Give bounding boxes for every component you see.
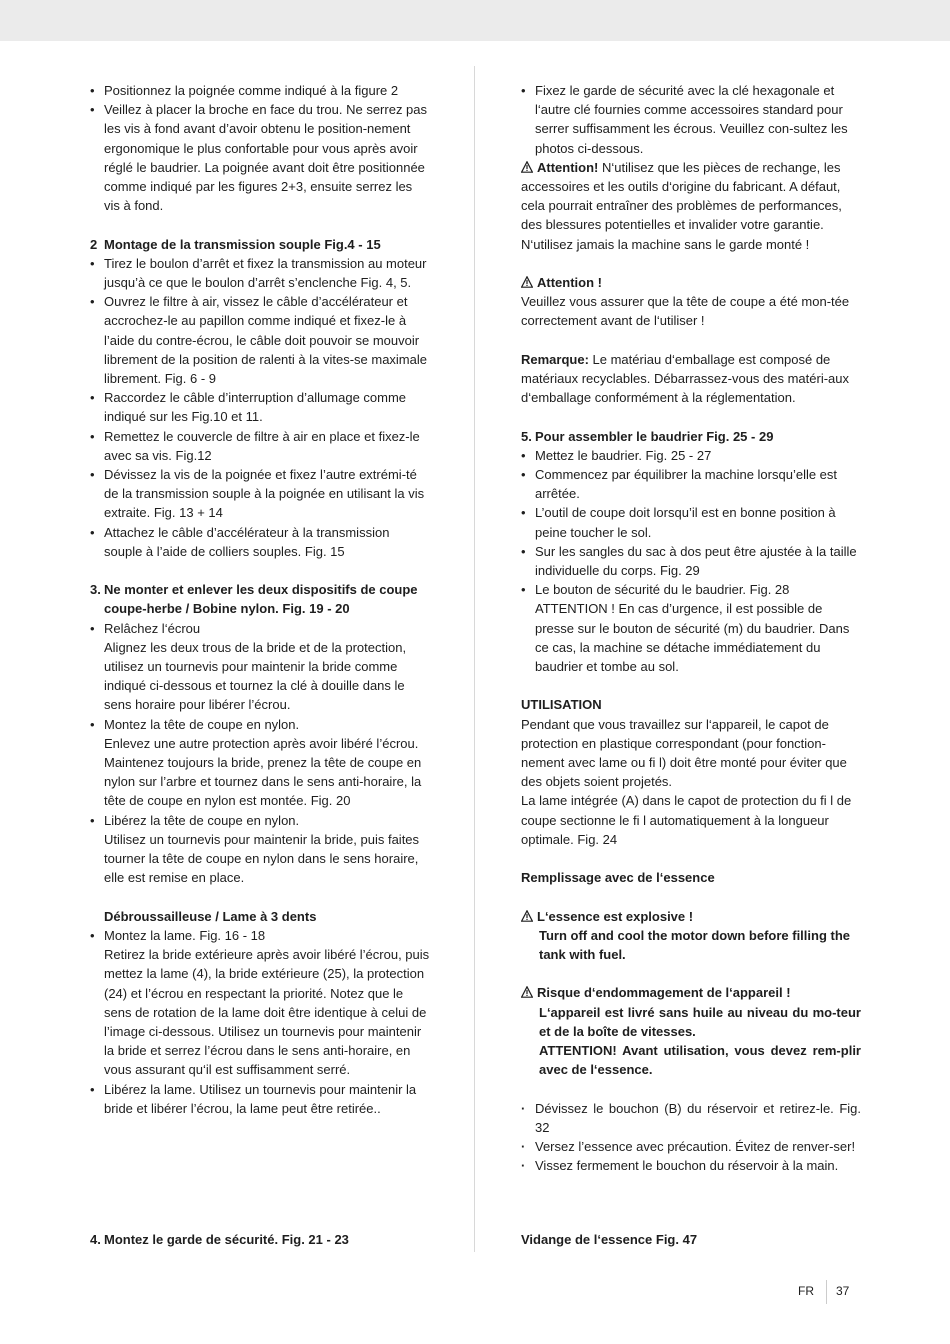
- fuel-drain-heading: Vidange de l‘essence Fig. 47: [521, 1232, 698, 1247]
- list-item: • Positionnez la poignée comme indiqué à la figure 2: [90, 81, 430, 100]
- warning-text: Turn off and cool the motor down before filling the tank with fuel.: [539, 927, 851, 963]
- section-title: Pour assembler le baudrier Fig. 25 - 29: [535, 428, 774, 444]
- warning-text: L‘appareil est livré sans huile au niveau du mo-teur et de la boîte de vitesses.: [539, 1004, 861, 1039]
- list-item: • L’outil de coupe doit lorsqu’il est en bonne position à peine toucher le sol.: [521, 503, 861, 541]
- list-item: · Dévissez le bouchon (B) du réservoir et retirez-le. Fig. 32: [521, 1099, 861, 1137]
- section-number: 2: [90, 236, 98, 252]
- list-item: • Mettez le baudrier. Fig. 25 - 27: [521, 446, 861, 465]
- attention-note: [521, 158, 861, 254]
- list-item: • Attachez le câble d’accélérateur à la transmission souple à l’aide de colliers souples. Fig. 15: [90, 523, 430, 561]
- list-item: • Sur les sangles du sac à dos peut être ajustée à la taille individuelle du corps. Fig. 29: [521, 542, 861, 580]
- section-title: Montez le garde de sécurité. Fig. 21 - 23: [104, 1232, 349, 1247]
- right-column: [521, 81, 861, 1175]
- list-item: • Relâchez l‘écrou: [90, 619, 430, 638]
- list-item: • Commencez par équilibrer la machine lorsqu’elle est arrêtée.: [521, 465, 861, 503]
- section-number: 5.: [521, 428, 532, 444]
- footer-divider: [826, 1280, 827, 1304]
- section-number: 3.: [90, 582, 101, 598]
- list-item: · Vissez fermement le bouchon du réservoir à la main.: [521, 1156, 861, 1175]
- attention-text: N‘utilisez que les pièces de rechange, les accessoires et les outils d‘origine du fabricant. A défaut, cela pourrait entraîner des problèmes de performances, des blessures potentielles et invalider votre garantie. N‘utilisez jamais la machine sans le garde monté !: [521, 159, 842, 252]
- list-item-body: Enlevez une autre protection après avoir libéré l’écrou. Maintenez toujours la bride, prenez la tête de coupe en nylon sur l’arbre et tournez dans le sens anti-horaire, la tête de coupe en nylon est montée. Fig. 20: [104, 735, 422, 809]
- warning-triangle-icon: [521, 161, 533, 173]
- list-item-body: Utilisez un tournevis pour maintenir la bride, puis faites tourner la tête de coupe en nylon dans le sens horaire, elle est remise en place.: [104, 831, 420, 886]
- warning-text: ATTENTION! Avant utilisation, vous devez rem-plir avec de l‘essence.: [539, 1043, 861, 1078]
- warning-label: Risque d‘endommagement de l‘appareil !: [537, 985, 791, 1001]
- warning-triangle-icon: [521, 276, 533, 288]
- list-item: • Fixez le garde de sécurité avec la clé hexagonale et l‘autre clé fournies comme accessoires standard pour serrer suffisamment les écrous. Veuillez con-sultez les photos ci-dessous.: [521, 81, 861, 158]
- warning-title: [521, 907, 861, 926]
- remark-note: [521, 350, 861, 408]
- warning-label: L‘essence est explosive !: [537, 908, 694, 924]
- subsection-title: Débroussailleuse / Lame à 3 dents: [104, 908, 317, 924]
- remark-label: Remarque:: [521, 351, 589, 367]
- section-3-heading: [90, 580, 430, 618]
- remark-text: Le matériau d‘emballage est composé de matériaux recyclables. Débarrassez-vous des matéri-aux d‘emballage conformément à la réglementation.: [521, 351, 850, 406]
- page-number: 37: [836, 1284, 850, 1298]
- list-item: • Raccordez le câble d’interruption d’allumage comme indiqué sur les Fig.10 et 11.: [90, 388, 430, 426]
- list-item: • Le bouton de sécurité du le baudrier. Fig. 28: [521, 580, 861, 599]
- paragraph: Pendant que vous travaillez sur l‘appareil, le capot de protection en plastique correspondant (pour fonction-nement avec lame ou fi l) doit être monté pour éviter que des objets soient projetés.: [521, 716, 847, 790]
- column-divider: [474, 66, 475, 1252]
- list-item: • Tirez le boulon d’arrêt et fixez la transmission au moteur jusqu’à ce que le boulon d’arrêt s’enclenche Fig. 4, 5.: [90, 254, 430, 292]
- warning-triangle-icon: [521, 986, 533, 998]
- section-4-heading: [90, 1230, 444, 1249]
- warning-triangle-icon: [521, 910, 533, 922]
- utilisation-heading: UTILISATION: [521, 697, 602, 713]
- list-item: • Libérez la lame. Utilisez un tournevis pour maintenir la bride et libérer l’écrou, la lame peut être retirée..: [90, 1080, 430, 1118]
- attention-text: Veuillez vous assurer que la tête de coupe a été mon-tée correctement avant de l‘utiliser !: [521, 294, 850, 329]
- fuel-filling-heading: Remplissage avec de l‘essence: [521, 870, 715, 886]
- list-item: • Ouvrez le filtre à air, vissez le câble d’accélérateur et accrochez-le au papillon comme indiqué et fixez-le à l’aide du contre-écrou, le câble doit pouvoir se mouvoir librement de la position de ralenti à la vites-se maximale librement. Fig. 6 - 9: [90, 292, 430, 388]
- top-header-band: [0, 0, 950, 41]
- list-item-body: Alignez les deux trous de la bride et de la protection, utilisez un tournevis pour maintenir la bride comme indiqué ci-dessous et tournez la clé à douille dans le sens horaire pour libérer l’écrou.: [104, 639, 407, 713]
- attention-heading: [521, 273, 861, 292]
- attention-label: Attention!: [537, 159, 599, 175]
- list-item-body: ATTENTION ! En cas d’urgence, il est possible de presse sur le bouton de sécurité (m) du baudrier. Dans ce cas, la machine se détache immédiatement du baudrier et tombe au sol.: [535, 601, 850, 675]
- left-column: [90, 81, 430, 1118]
- section-2-heading: [90, 235, 430, 254]
- list-item: • Montez la tête de coupe en nylon.: [90, 715, 430, 734]
- language-label: FR: [798, 1284, 814, 1298]
- section-number: 4.: [90, 1232, 101, 1247]
- list-item: • Libérez la tête de coupe en nylon.: [90, 811, 430, 830]
- section-5-heading: [521, 427, 861, 446]
- list-item: • Veillez à placer la broche en face du trou. Ne serrez pas les vis à fond avant d’avoir obtenu le position-nement ergonomique le plus confortable pour vous après avoir réglé le baudrier. La poignée avant doit être positionnée comme indiqué par les figures 2+3, ensuite serrez les vis à fond.: [90, 100, 430, 215]
- section-title: Ne monter et enlever les deux dispositifs de coupe coupe-herbe / Bobine nylon. Fig. 19 - 20: [104, 582, 418, 617]
- section-title: Montage de la transmission souple Fig.4 - 15: [104, 236, 381, 252]
- attention-label: Attention !: [537, 275, 602, 291]
- list-item: · Versez l’essence avec précaution. Évitez de renver-ser!: [521, 1137, 861, 1156]
- list-item-body: Retirez la bride extérieure après avoir libéré l’écrou, puis mettez la lame (4), la bride extérieure (25), la protection (24) et l’écrou en respectant la priorité. Notez que le sens de rotation de la lame doit être identique à celui de l’image ci-dessous. Utilisez un tournevis pour maintenir la bride et serrez l’écrou dans le sens anti-horaire, en vous assurant qu‘il est suffisamment serré.: [104, 947, 430, 1078]
- warning-title: [521, 983, 861, 1002]
- list-item: • Remettez le couvercle de filtre à air en place et fixez-le avec sa vis. Fig.12: [90, 427, 430, 465]
- paragraph: La lame intégrée (A) dans le capot de protection du fi l de coupe sectionne le fi l automatiquement à la longueur optimale. Fig. 24: [521, 793, 852, 847]
- list-item: • Dévissez la vis de la poignée et fixez l’autre extrémi-té de la transmission souple à la poignée en utilisant la vis extraite. Fig. 13 + 14: [90, 465, 430, 523]
- list-item: • Montez la lame. Fig. 16 - 18: [90, 926, 430, 945]
